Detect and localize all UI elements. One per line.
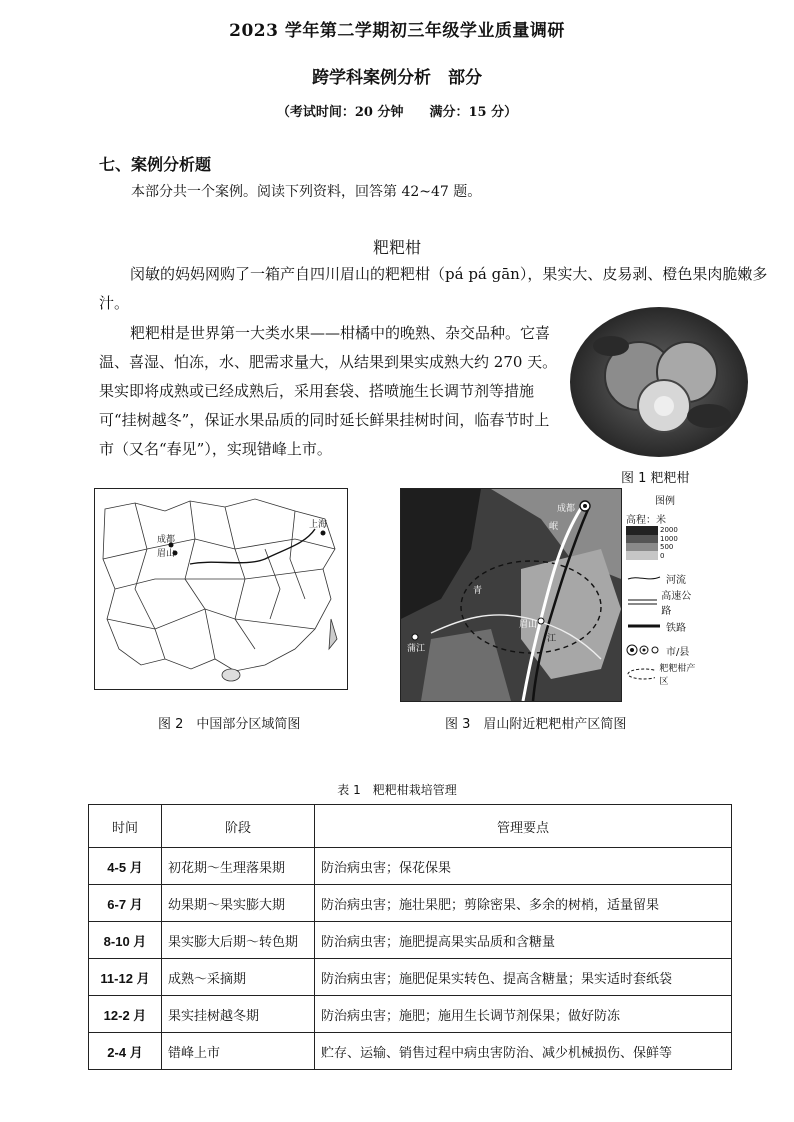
legend-railway: 铁路: [666, 622, 686, 634]
map2-label-qingshen: 青: [473, 586, 483, 596]
map2-label-chengdu: 成都: [557, 504, 576, 514]
map1-label-shanghai: 上海: [309, 520, 328, 530]
figure-2-caption: 图 2 中国部分区域简图: [158, 717, 301, 732]
map2-label-meishan: 眉山: [519, 620, 538, 630]
figure-1-caption: 图 1 粑粑柑: [621, 471, 690, 486]
table-row: [89, 885, 732, 922]
river-symbol: [626, 573, 662, 583]
page-title: 2023 学年第二学期初三年级学业质量调研: [229, 21, 565, 41]
legend-elev-1000: 1000: [660, 534, 678, 543]
row-stage: 幼果期～果实膨大期: [162, 885, 315, 922]
fruit-photo: [569, 306, 749, 458]
elevation-gradient-swatch: [626, 526, 658, 560]
row-stage: 初花期～生理落果期: [162, 848, 315, 885]
row-stage: 果实挂树越冬期: [162, 996, 315, 1033]
map1-label-chengdu: 成都: [157, 535, 176, 545]
legend-highway: 高速公路: [661, 591, 692, 617]
china-region-map: [94, 488, 348, 690]
row-stage: 错峰上市: [162, 1033, 315, 1070]
row-time: 6-7 月: [89, 885, 162, 922]
railway-symbol: [626, 621, 662, 631]
production-area-symbol: [626, 668, 655, 680]
shanghai-marker: [321, 531, 326, 536]
table-row: [89, 959, 732, 996]
city-symbol: [626, 644, 662, 656]
table-row: [89, 996, 732, 1033]
legend-area: 粑粑柑产区: [659, 664, 696, 687]
legend-elev-500: 500: [660, 543, 674, 551]
row-time: 11-12 月: [89, 959, 162, 996]
header-points: 管理要点: [315, 805, 732, 848]
legend-elev-2000: 2000: [660, 526, 678, 534]
pujiang-marker: [412, 634, 418, 640]
table-row: [89, 1033, 732, 1070]
map1-label-meishan: 眉山: [157, 549, 176, 559]
legend-river: 河流: [666, 574, 686, 586]
row-time: 12-2 月: [89, 996, 162, 1033]
figure-3-caption: 图 3 眉山附近粑粑柑产区简图: [445, 717, 627, 732]
table-caption: 表 1 粑粑柑栽培管理: [337, 783, 457, 797]
section-intro: 本部分共一个案例。阅读下列资料，回答第 42~47 题。: [131, 184, 482, 200]
legend-title: 图例: [655, 496, 675, 507]
header-time: 时间: [89, 805, 162, 848]
case-title: 粑粑柑: [372, 238, 421, 257]
cultivation-table: [88, 804, 732, 1070]
row-stage: 果实膨大后期～转色期: [162, 922, 315, 959]
row-points: 防治病虫害；施肥；施用生长调节剂保果；做好防冻: [315, 996, 732, 1033]
meishan-area-map: [400, 488, 622, 702]
table-row: [89, 922, 732, 959]
row-stage: 成熟～采摘期: [162, 959, 315, 996]
row-points: 防治病虫害；施肥提高果实品质和含糖量: [315, 922, 732, 959]
legend-elevation-label: 高程：米: [626, 515, 666, 526]
row-time: 8-10 月: [89, 922, 162, 959]
highway-symbol: [626, 597, 657, 607]
map2-label-jiang: 江: [547, 634, 557, 644]
row-points: 贮存、运输、销售过程中病虫害防治、减少机械损伤、保鲜等: [315, 1033, 732, 1070]
section-heading: 七、案例分析题: [99, 155, 212, 174]
row-points: 防治病虫害；施肥促果实转色、提高含糖量；果实适时套纸袋: [315, 959, 732, 996]
header-stage: 阶段: [162, 805, 315, 848]
map-legend: [626, 492, 696, 686]
table-header-row: [89, 805, 732, 848]
row-time: 4-5 月: [89, 848, 162, 885]
legend-elev-0: 0: [660, 551, 665, 560]
legend-city: 市/县: [666, 646, 690, 658]
case-paragraph-2: 粑粑柑是世界第一大类水果——柑橘中的晚熟、杂交品种。它喜温、喜湿、怕冻，水、肥需求量大，从结果到果实成熟大约 270 天。果实即将成熟或已经成熟后，采用套袋、搭喷施生长调节剂等措施可“挂树越冬”，保证水果品质的同时延长鲜果挂树时间，临春节时上市（又名“春见”），实现错峰上市。: [99, 324, 558, 458]
meishan-marker: [538, 618, 544, 624]
page-subtitle: 跨学科案例分析 部分: [312, 68, 482, 88]
exam-info: （考试时间：20 分钟 满分：15 分）: [276, 105, 518, 120]
row-time: 2-4 月: [89, 1033, 162, 1070]
row-points: 防治病虫害；施壮果肥；剪除密果、多余的树梢，适量留果: [315, 885, 732, 922]
map2-label-pujiang: 蒲江: [407, 644, 426, 654]
case-paragraph-1: 闵敏的妈妈网购了一箱产自四川眉山的粑粑柑（pá pá gān），果实大、皮易剥、橙色果肉脆嫩多汁。: [99, 265, 768, 312]
map2-label-min: 岷: [549, 522, 559, 532]
row-points: 防治病虫害；保花保果: [315, 848, 732, 885]
table-row: [89, 848, 732, 885]
